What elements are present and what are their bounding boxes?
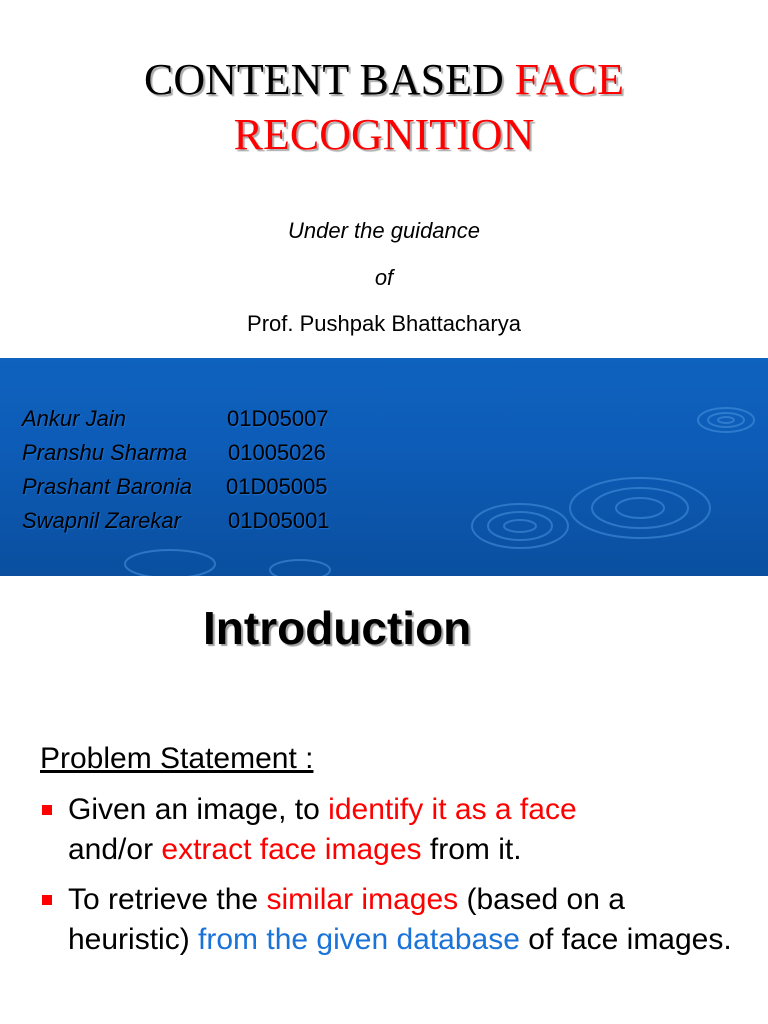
bullet1-highlight-1: identify it as a face [328,793,577,826]
guidance-line2: of [374,265,394,290]
author-id: 01005026 [228,440,326,465]
guidance-line1: Under the guidance [287,218,481,243]
bullet2-text-3: of face images. [519,923,732,956]
author-id: 01D05007 [227,406,329,431]
title-part2: FACE [514,55,624,104]
bullet2-highlight-2: from the given database [198,923,520,956]
author-row [22,436,330,470]
author-row [22,402,330,436]
bullet2-text-2: (based on a heuristic) [68,883,625,956]
author-id: 01D05005 [226,474,328,499]
author-name: Ankur Jain [22,406,126,431]
bullet2-highlight-1: similar images [266,883,459,916]
title-line2: RECOGNITION [233,110,535,159]
author-id: 01D05001 [228,508,330,533]
introduction-heading: Introduction [203,602,472,654]
problem-statement-label: Problem Statement : [40,742,314,775]
author-name: Swapnil Zarekar [22,508,181,533]
bullet-text [42,790,722,870]
author-band [0,358,768,576]
author-row [22,504,330,538]
bullet1-text-2: and/or [68,833,162,866]
author-name: Prashant Baronia [22,474,192,499]
bullet-item [42,880,732,960]
title-part1: CONTENT BASED [144,55,515,104]
author-name: Pranshu Sharma [22,440,188,465]
author-list [22,402,330,538]
bullet2-text-1: To retrieve the [68,883,267,916]
bullet-item [42,790,722,870]
bullet-text [42,880,732,960]
bullet1-text-1: Given an image, to [68,793,329,826]
bullet1-highlight-2: extract face images [161,833,422,866]
guide-name: Prof. Pushpak Bhattacharya [247,311,521,336]
author-row [22,470,330,504]
bullet1-text-3: from it. [421,833,522,866]
slide-title-heading [0,52,768,162]
